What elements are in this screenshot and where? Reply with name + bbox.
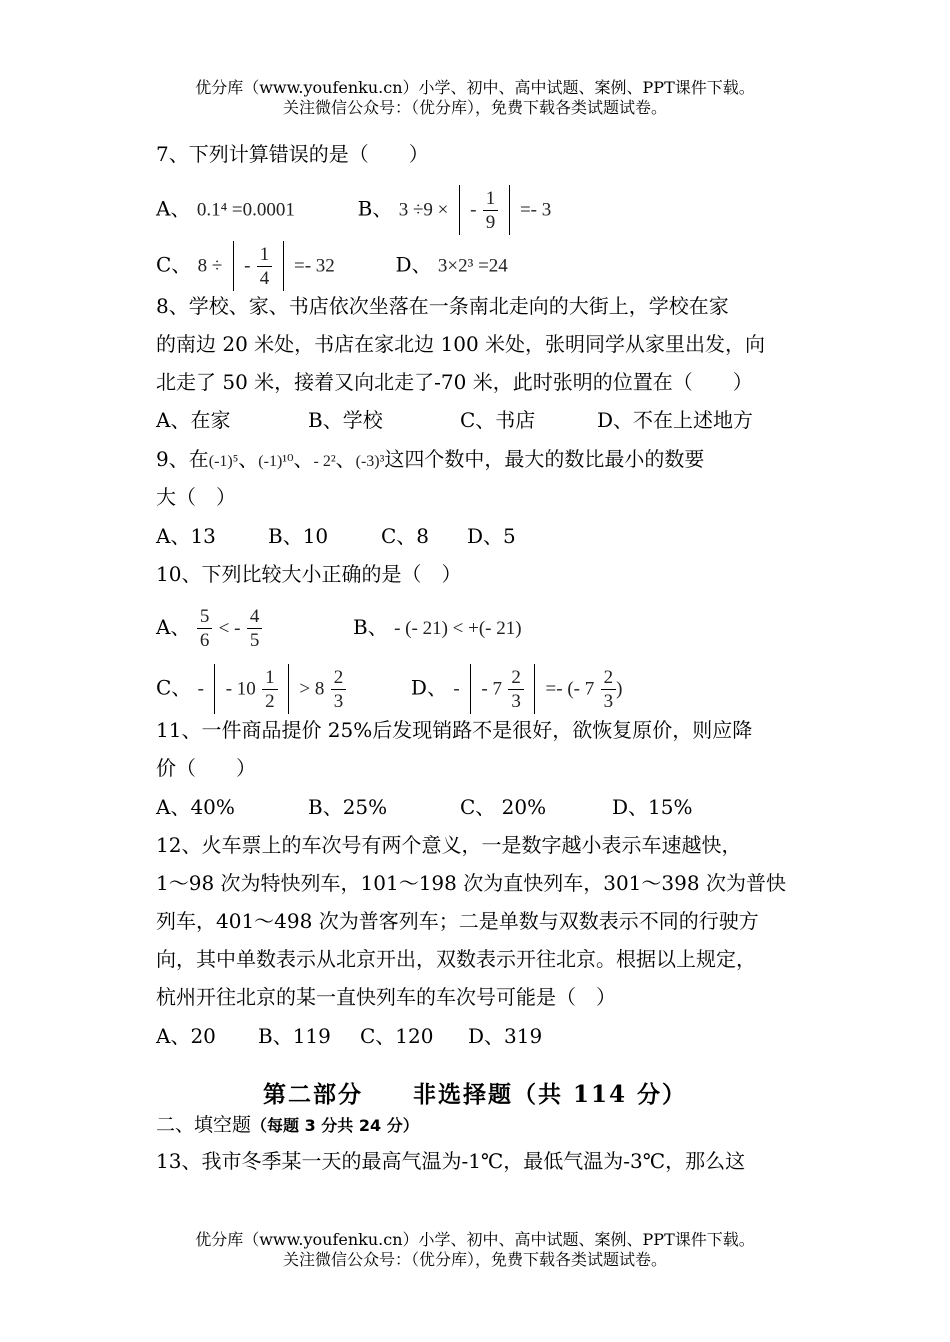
- q9-term-2: (-1)¹⁰: [258, 453, 294, 470]
- q7-b-sign: -: [470, 199, 477, 221]
- denominator: 6: [199, 630, 210, 651]
- q10-d-sign: -: [453, 678, 460, 700]
- q9-sep-3: 、: [335, 447, 356, 471]
- q7-c-fraction: [257, 243, 273, 290]
- q10-b-math: - (- 21) < +(- 21): [394, 618, 522, 639]
- q12-option-b: B、119: [258, 1024, 331, 1048]
- part-two-title: 第二部分 非选择题（共 114 分）: [262, 1081, 688, 1108]
- q9-term-1: (-1)⁵: [208, 453, 239, 470]
- q10-c-op: > 8: [299, 678, 325, 700]
- q7-b-label: B、: [357, 196, 393, 221]
- q9-option-b: B、10: [268, 524, 329, 548]
- q8-option-a: A、在家: [156, 408, 231, 432]
- q11-option-c: C、 20%: [460, 795, 547, 819]
- q7-c-den: 4: [259, 267, 270, 289]
- numerator: 2: [331, 666, 347, 690]
- q10-d-fraction-2: [601, 666, 617, 713]
- q10-c-label: C、: [156, 675, 192, 700]
- abs-bar-left: [459, 185, 460, 235]
- q10-a-label: A、: [156, 615, 191, 639]
- q7-b-pre: 3 ÷9 ×: [398, 199, 449, 221]
- q8-option-c: C、书店: [460, 408, 536, 432]
- q11-option-d: D、15%: [612, 795, 693, 819]
- q11-option-b: B、25%: [308, 795, 388, 819]
- q8-line-2: 的南边 20 米处，书店在家北边 100 米处，张明同学从家里出发，向: [156, 332, 766, 356]
- q8-option-b: B、学校: [308, 408, 383, 432]
- q9-options: [156, 523, 516, 549]
- q11-line-2: 价（ ）: [156, 756, 256, 780]
- q7-c-num: 1: [257, 243, 273, 267]
- q10-a-fraction-2: [247, 605, 263, 652]
- q8-line-1: 8、学校、家、书店依次坐落在一条南北走向的大街上，学校在家: [156, 294, 729, 318]
- abs-bar-left: [470, 664, 471, 714]
- q9-term-4: (-3)³: [355, 453, 385, 470]
- numerator: 2: [601, 666, 617, 690]
- denominator: 5: [249, 630, 260, 651]
- q9-line-2: 大（ ）: [156, 485, 236, 509]
- numerator: 2: [508, 666, 524, 690]
- q13-line-1: 13、我市冬季某一天的最高气温为-1℃，最低气温为-3℃，那么这: [156, 1149, 746, 1173]
- section-note: （每题 3 分共 24 分）: [251, 1116, 419, 1135]
- q11-option-a: A、40%: [156, 795, 235, 819]
- footer-line-1: 优分库（www.youfenku.cn）小学、初中、高中试题、案例、PPT课件下载。: [195, 1230, 755, 1249]
- q12-options: [156, 1023, 542, 1049]
- q9-sep-1: 、: [238, 447, 259, 471]
- q9-option-d: D、5: [467, 524, 516, 548]
- denominator: 2: [265, 690, 275, 712]
- section-title: 二、填空题: [156, 1114, 252, 1136]
- q9-option-c: C、8: [381, 524, 430, 548]
- denominator: 3: [333, 690, 344, 712]
- q9-sep-2: 、: [293, 447, 314, 471]
- q7-a-math: 0.1⁴ =0.0001: [196, 199, 295, 221]
- abs-bar-right: [288, 664, 289, 714]
- q8-line-3: 北走了 50 米，接着又向北走了-70 米，此时张明的位置在（ ）: [156, 370, 753, 394]
- q10-c-fraction-1: [262, 666, 278, 713]
- q12-option-c: C、120: [360, 1024, 434, 1048]
- numerator: 5: [197, 605, 213, 629]
- q7-options-ab: [156, 185, 551, 235]
- q12-line-4: 向，其中单数表示从北京开出，双数表示开往北京。根据以上规定，: [156, 947, 756, 971]
- q10-options-ab: [156, 605, 522, 652]
- denominator: 3: [603, 690, 614, 712]
- q12-line-2: 1～98 次为特快列车，101～198 次为直快列车，301～398 次为普快: [156, 871, 786, 895]
- abs-bar-right: [283, 241, 284, 291]
- q10-d-close: ): [616, 678, 623, 700]
- q11-line-1: 11、一件商品提价 25%后发现销路不是很好，欲恢复原价，则应降: [156, 718, 753, 742]
- q7-b-fraction: [483, 187, 499, 234]
- q10-c-fraction-2: [331, 666, 347, 713]
- abs-bar-right: [509, 185, 510, 235]
- q7-a-label: A、: [156, 196, 191, 221]
- q11-options: [156, 794, 693, 820]
- q10-d-op: =- (- 7: [545, 678, 595, 700]
- q7-d-label: D、: [395, 252, 432, 277]
- q12-option-d: D、319: [468, 1024, 543, 1048]
- q7-stem: 7、下列计算错误的是（ ）: [156, 142, 429, 166]
- q7-c-post: =- 32: [293, 255, 335, 277]
- footer-line-2: 关注微信公众号：（优分库），免费下载各类试题试卷。: [282, 1250, 667, 1269]
- q10-options-cd: [156, 664, 622, 714]
- q9-term-3: - 2²: [313, 453, 336, 470]
- q8-options: [156, 407, 753, 433]
- q9-post: 这四个数中，最大的数比最小的数要: [384, 447, 705, 471]
- q7-c-sign: -: [244, 255, 251, 277]
- abs-bar-right: [534, 664, 535, 714]
- q10-c-sign: -: [197, 678, 204, 700]
- header-line-2: 关注微信公众号：（优分库），免费下载各类试题试卷。: [282, 98, 667, 117]
- q12-line-1: 12、火车票上的车次号有两个意义，一是数字越小表示车速越快，: [156, 833, 742, 857]
- abs-bar-left: [233, 241, 234, 291]
- q10-d-fraction-1: [508, 666, 524, 713]
- q10-d-inner: - 7: [481, 678, 502, 700]
- section-fill-in: [156, 1112, 419, 1139]
- q9-pre: 9、在: [156, 447, 209, 471]
- q10-a-op: < -: [218, 618, 241, 639]
- q7-options-cd: [156, 241, 508, 291]
- q10-b-label: B、: [353, 615, 388, 639]
- q9-line-1: [156, 446, 704, 475]
- q10-stem: 10、下列比较大小正确的是（ ）: [156, 562, 462, 586]
- numerator: 4: [247, 605, 263, 629]
- q12-line-3: 列车，401～498 次为普客列车；二是单数与双数表示不同的行驶方: [156, 909, 759, 933]
- q10-c-inner: - 10: [225, 678, 256, 700]
- denominator: 3: [511, 690, 521, 712]
- q10-a-fraction-1: [197, 605, 213, 652]
- abs-bar-left: [214, 664, 215, 714]
- header-line-1: 优分库（www.youfenku.cn）小学、初中、高中试题、案例、PPT课件下载。: [195, 78, 755, 97]
- q10-d-label: D、: [410, 675, 447, 700]
- q7-d-math: 3×2³ =24: [437, 255, 508, 277]
- q7-b-num: 1: [483, 187, 499, 211]
- numerator: 1: [262, 666, 278, 690]
- q7-c-pre: 8 ÷: [197, 255, 223, 277]
- q8-option-d: D、不在上述地方: [597, 408, 754, 432]
- q12-line-5: 杭州开往北京的某一直快列车的车次号可能是（ ）: [156, 985, 616, 1009]
- q7-b-post: =- 3: [519, 199, 552, 221]
- q12-option-a: A、20: [156, 1024, 216, 1048]
- q9-option-a: A、13: [156, 524, 216, 548]
- q7-b-den: 9: [485, 211, 496, 233]
- q7-c-label: C、: [156, 252, 192, 277]
